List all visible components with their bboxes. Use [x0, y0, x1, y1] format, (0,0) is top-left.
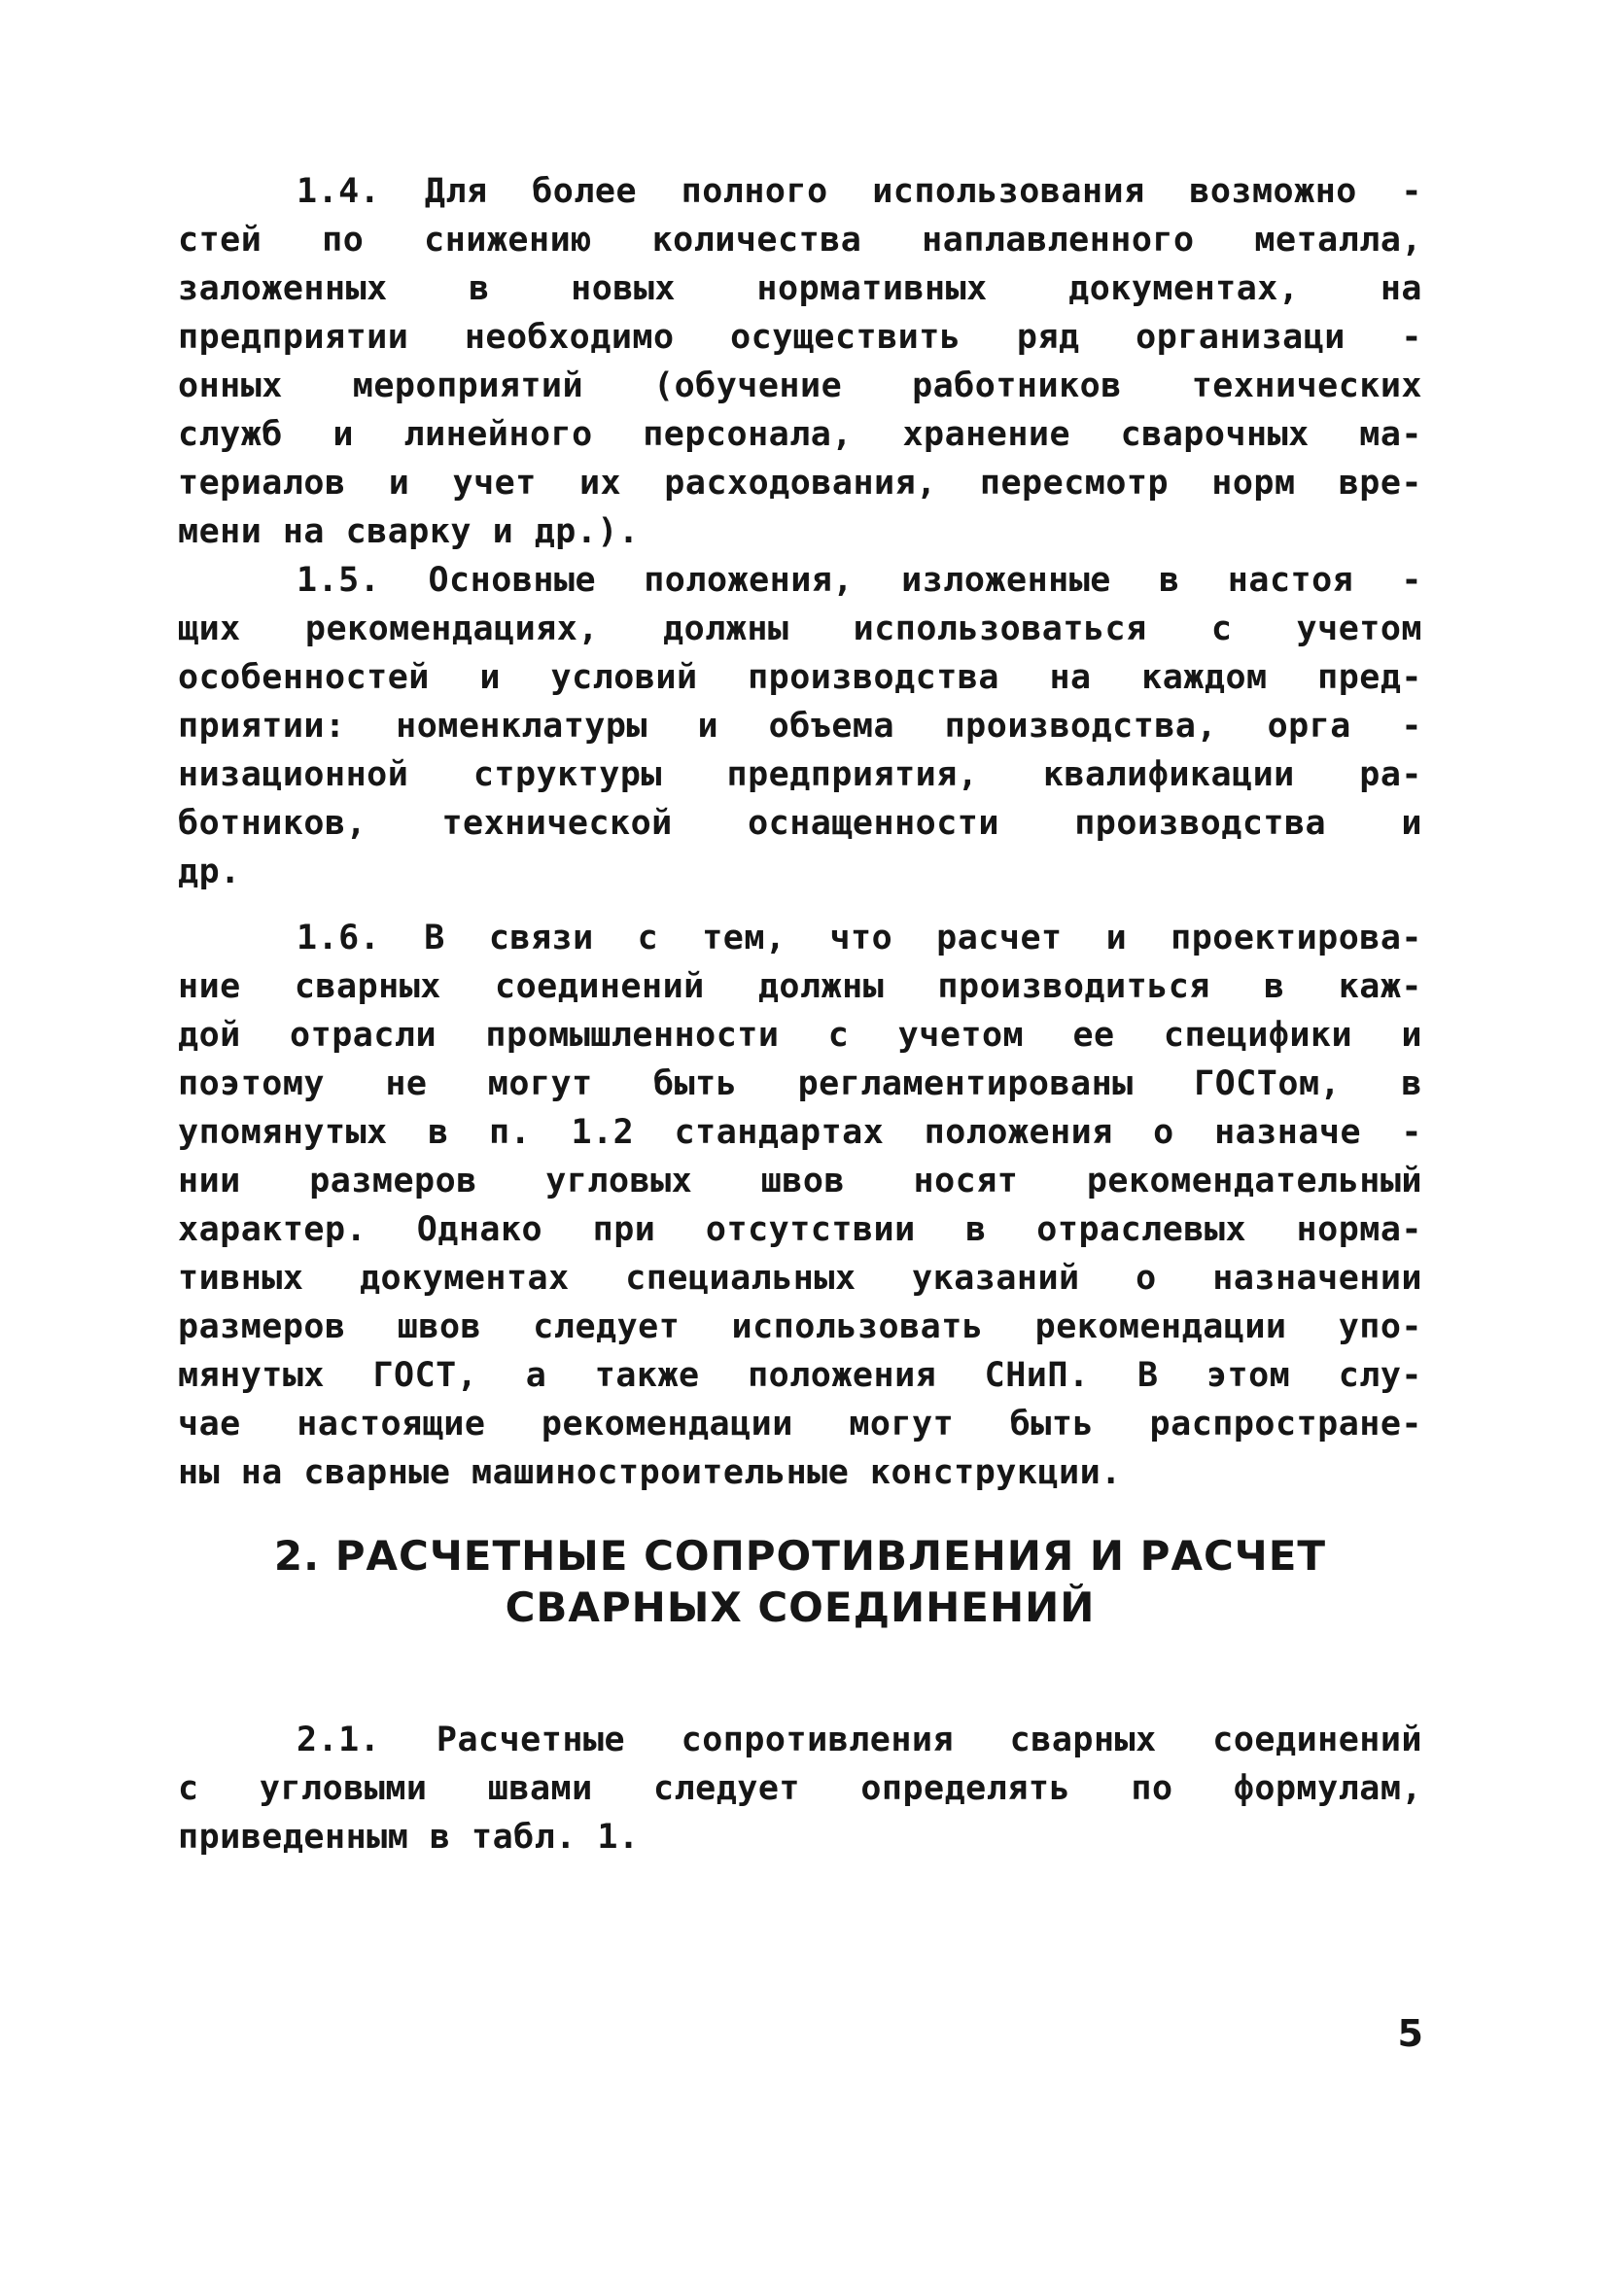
text-line: 1.6. В связи с тем, что расчет и проектирова-: [297, 919, 1422, 957]
text-line: 1.4. Для более полного использования возможно -: [297, 172, 1422, 211]
text-line: низационной структуры предприятия, квалификации ра-: [178, 755, 1422, 794]
text-line: мени на сварку и др.).: [178, 512, 640, 551]
text-line: териалов и учет их расходования, пересмотр норм вре-: [178, 464, 1422, 503]
text-line: упомянутых в п. 1.2 стандартах положения о назначе -: [178, 1113, 1422, 1152]
page-number: 5: [1397, 2012, 1423, 2055]
text-line: 2.1. Расчетные сопротивления сварных соединений: [297, 1721, 1422, 1759]
section-heading-line-1: 2. РАСЧЕТНЫЕ СОПРОТИВЛЕНИЯ И РАСЧЕТ: [273, 1532, 1327, 1580]
text-line: приведенным в табл. 1.: [178, 1818, 640, 1857]
text-line: стей по снижению количества наплавленного металла,: [178, 221, 1422, 260]
text-line: нии размеров угловых швов носят рекомендательный: [178, 1162, 1422, 1200]
text-line: мянутых ГОСТ, а также положения СНиП. В этом слу-: [178, 1356, 1422, 1395]
text-line: ботников, технической оснащенности производства и: [178, 804, 1422, 843]
text-line: особенностей и условий производства на каждом пред-: [178, 658, 1422, 697]
text-line: др.: [178, 852, 241, 891]
text-line: служб и линейного персонала, хранение сварочных ма-: [178, 415, 1422, 454]
text-line: ние сварных соединений должны производиться в каж-: [178, 967, 1422, 1006]
text-line: чае настоящие рекомендации могут быть распростране-: [178, 1405, 1422, 1444]
text-line: поэтому не могут быть регламентированы ГОСТом, в: [178, 1064, 1422, 1103]
text-line: заложенных в новых нормативных документах, на: [178, 269, 1422, 308]
text-line: ны на сварные машиностроительные конструкции.: [178, 1453, 1122, 1492]
text-line: дой отрасли промышленности с учетом ее специфики и: [178, 1016, 1422, 1055]
section-heading-line-2: СВАРНЫХ СОЕДИНЕНИЙ: [505, 1583, 1096, 1631]
text-line: 1.5. Основные положения, изложенные в настоя -: [297, 561, 1422, 600]
text-line: размеров швов следует использовать рекомендации упо-: [178, 1307, 1422, 1346]
text-line: щих рекомендациях, должны использоваться с учетом: [178, 609, 1422, 648]
text-line: тивных документах специальных указаний о назначении: [178, 1259, 1422, 1298]
text-line: приятии: номенклатуры и объема производства, орга -: [178, 707, 1422, 746]
text-line: предприятии необходимо осуществить ряд организаци -: [178, 318, 1422, 357]
text-line: характер. Однако при отсутствии в отраслевых норма-: [178, 1210, 1422, 1249]
text-line: с угловыми швами следует определять по формулам,: [178, 1769, 1422, 1808]
text-line: онных мероприятий (обучение работников технических: [178, 366, 1422, 405]
